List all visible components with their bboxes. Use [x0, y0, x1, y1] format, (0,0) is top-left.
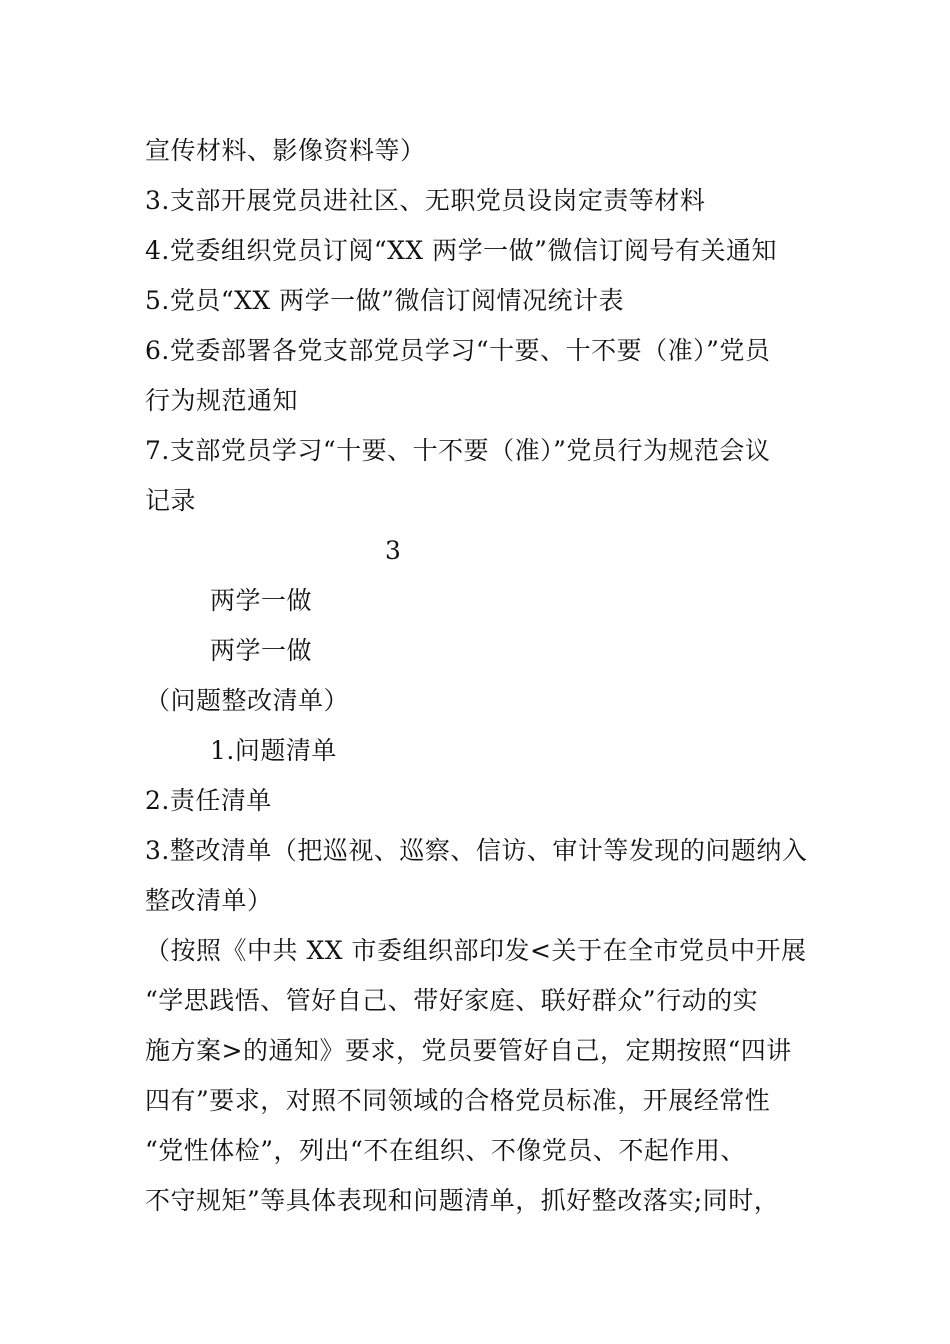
list-item-3: 3.支部开展党员进社区、无职党员设岗定责等材料 — [145, 186, 706, 215]
list-item-rectification: 3.整改清单（把巡视、巡察、信访、审计等发现的问题纳入 — [145, 836, 808, 865]
paragraph-line: 四有”要求，对照不同领域的合格党员标准，开展经常性 — [145, 1086, 771, 1115]
section-subheading: 两学一做 — [210, 636, 313, 665]
list-item-issue: 1.问题清单 — [210, 736, 337, 765]
list-item-7-continued: 记录 — [145, 486, 197, 515]
paragraph-line: 施方案>的通知》要求，党员要管好自己，定期按照“四讲 — [145, 1036, 792, 1065]
section-number: 3 — [385, 536, 402, 565]
list-item-responsibility: 2.责任清单 — [145, 786, 272, 815]
list-item-rectification-continued: 整改清单） — [145, 886, 273, 915]
list-item-5: 5.党员“XX 两学一做”微信订阅情况统计表 — [145, 286, 624, 315]
section-heading: 两学一做 — [210, 586, 313, 615]
text-line: 宣传材料、影像资料等） — [145, 136, 426, 165]
list-item-7: 7.支部党员学习“十要、十不要（准）”党员行为规范会议 — [145, 436, 771, 465]
list-item-6: 6.党委部署各党支部党员学习“十要、十不要（准）”党员 — [145, 336, 771, 365]
list-item-4: 4.党委组织党员订阅“XX 两学一做”微信订阅号有关通知 — [145, 236, 777, 265]
section-caption: （问题整改清单） — [145, 686, 350, 715]
paragraph-line: （按照《中共 XX 市委组织部印发<关于在全市党员中开展 — [145, 936, 807, 965]
paragraph-line: 不守规矩”等具体表现和问题清单，抓好整改落实;同时， — [145, 1186, 780, 1215]
list-item-6-continued: 行为规范通知 — [145, 386, 299, 415]
paragraph-line: “学思践悟、管好自己、带好家庭、联好群众”行动的实 — [145, 986, 759, 1015]
paragraph-line: “党性体检”，列出“不在组织、不像党员、不起作用、 — [145, 1136, 746, 1165]
